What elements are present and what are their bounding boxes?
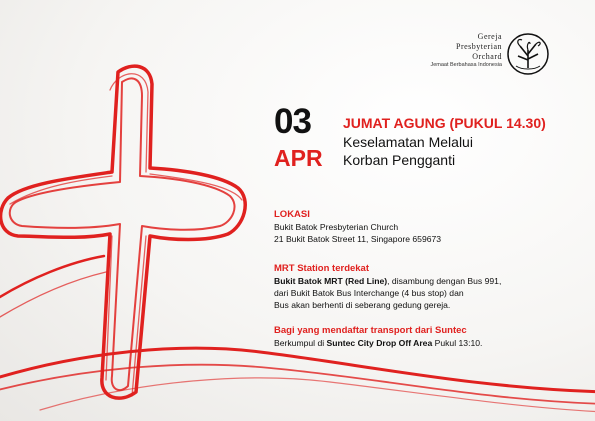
mrt-heading: MRT Station terdekat (274, 263, 370, 274)
mrt-line-1-bold: Bukit Batok MRT (Red Line) (274, 276, 388, 286)
event-subtitle-line-2: Korban Pengganti (343, 152, 456, 168)
event-subtitle-line-1: Keselamatan Melalui (343, 134, 473, 150)
transport-post: Pukul 13:10. (432, 338, 483, 348)
event-subtitle (343, 133, 473, 169)
event-title: JUMAT AGUNG (PUKUL 14.30) (343, 115, 546, 131)
event-day: 03 (274, 102, 311, 141)
logo-line-1: Gereja (477, 32, 502, 41)
transport-line (274, 337, 574, 349)
logo-text (430, 32, 502, 69)
event-month: APR (274, 145, 323, 171)
mrt-line-2: dari Bukit Batok Bus Interchange (4 bus stop) dan (274, 288, 464, 298)
location-line-2: 21 Bukit Batok Street 11, Singapore 659673 (274, 234, 442, 244)
transport-pre: Berkumpul di (274, 338, 327, 348)
transport-heading: Bagi yang mendaftar transport dari Suntec (274, 325, 467, 336)
mrt-line-1 (274, 275, 574, 287)
mrt-line-1-rest: , disambung dengan Bus 991, (387, 276, 502, 286)
logo-tagline: Jemaat Berbahasa Indonesia (430, 62, 502, 68)
logo-line-3: Orchard (472, 52, 502, 61)
transport-section (274, 324, 574, 349)
mrt-section (274, 262, 574, 311)
location-line-1: Bukit Batok Presbyterian Church (274, 222, 399, 232)
logo-line-2: Presbyterian (456, 42, 502, 51)
church-logo (420, 32, 550, 80)
transport-bold: Suntec City Drop Off Area (326, 338, 433, 348)
location-section (274, 208, 574, 245)
location-heading: LOKASI (274, 209, 310, 220)
burning-bush-emblem-icon (506, 32, 550, 76)
mrt-line-3: Bus akan berhenti di seberang gedung gereja. (274, 300, 451, 310)
